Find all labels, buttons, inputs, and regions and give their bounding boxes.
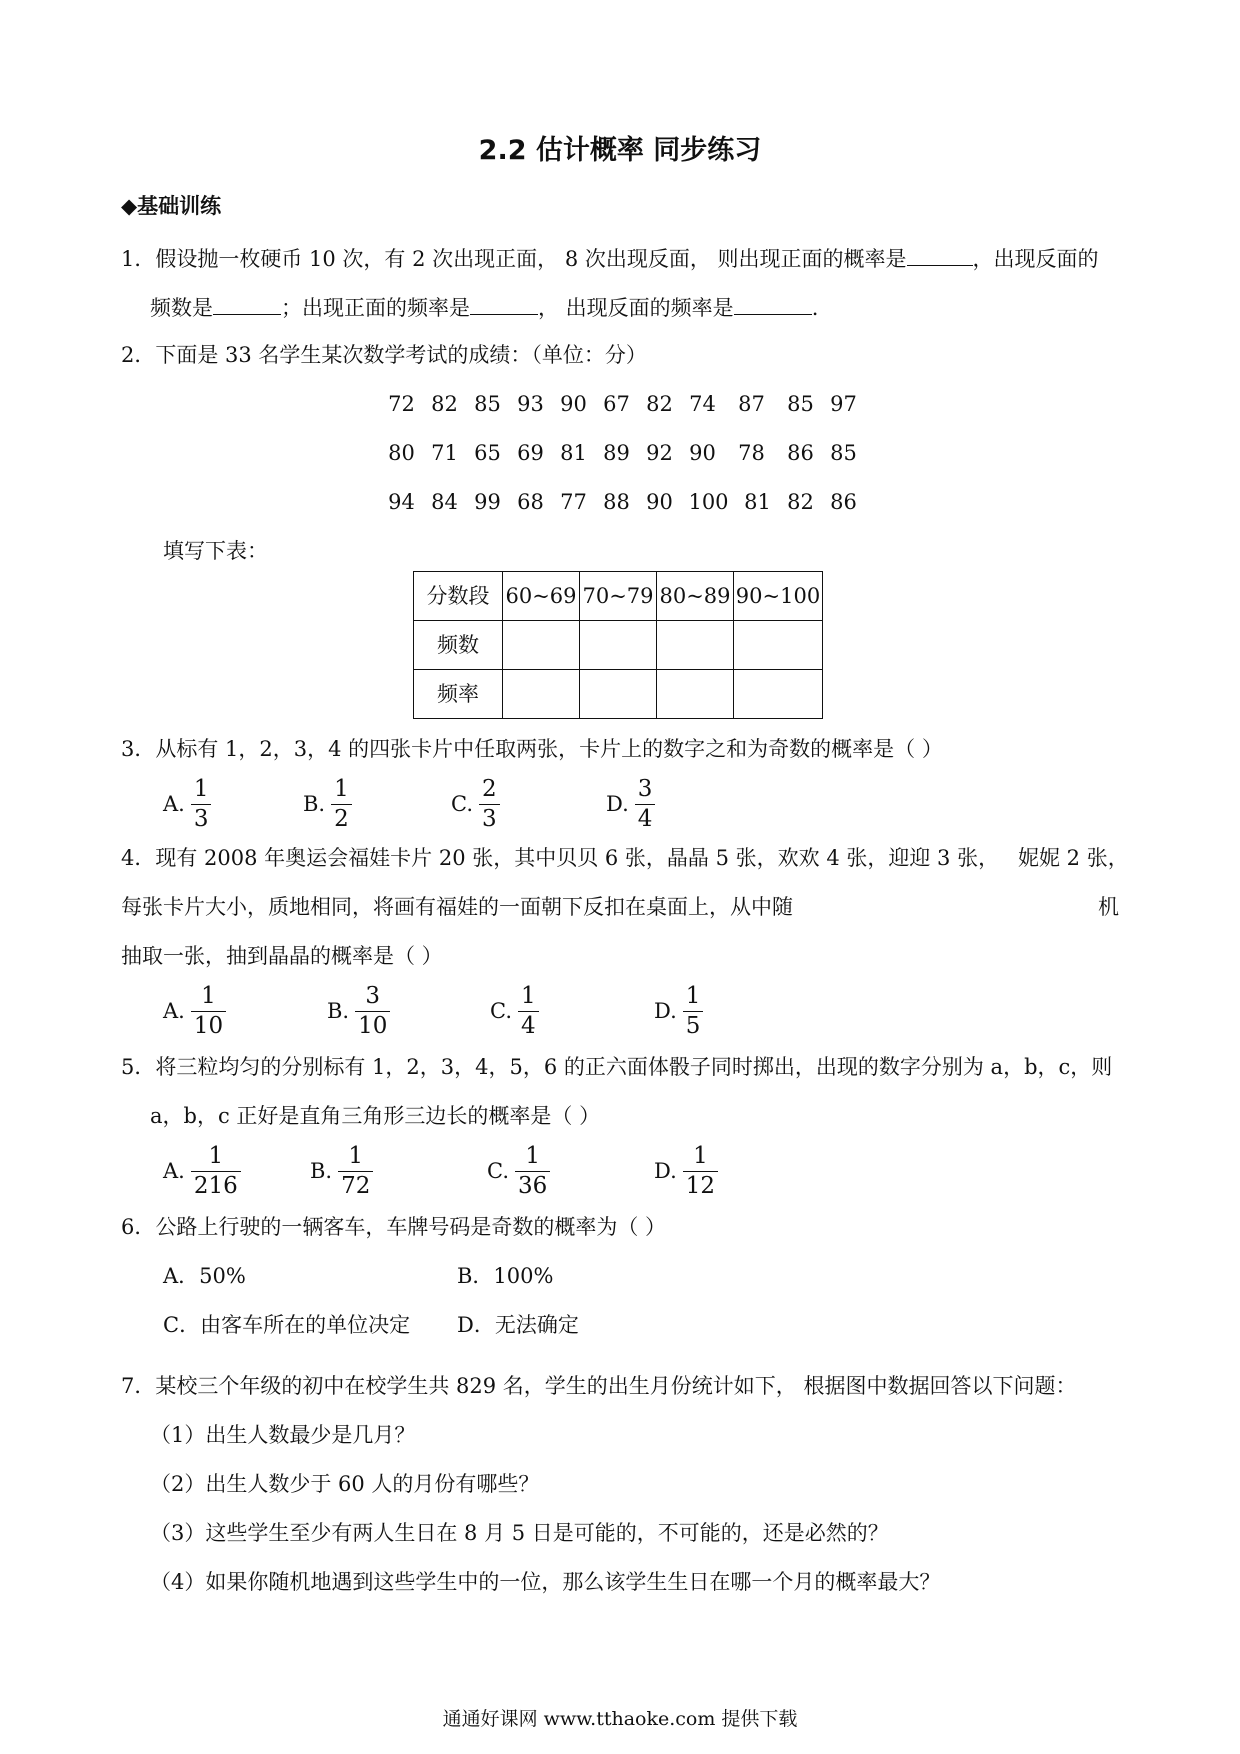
frequency-table <box>413 571 823 719</box>
score-cell: 93 <box>517 392 544 416</box>
table-row <box>414 670 823 719</box>
option-label: B. <box>310 1159 333 1183</box>
q1-text-tail: ，出现反面的 <box>972 247 1099 271</box>
score-cell: 82 <box>431 392 458 416</box>
score-cell: 67 <box>603 392 630 416</box>
q4-option-d[interactable] <box>654 985 703 1038</box>
score-cell: 77 <box>560 490 587 514</box>
q1-blank-1[interactable] <box>907 247 973 266</box>
fraction <box>338 1145 373 1198</box>
q1-text-a: 频数是 <box>150 296 213 320</box>
option-label: B. <box>303 792 326 816</box>
fraction <box>191 778 212 831</box>
scores-row-3 <box>380 492 865 513</box>
q4-option-a[interactable] <box>163 985 226 1038</box>
score-cell: 97 <box>830 392 857 416</box>
q1-blank-4[interactable] <box>734 296 812 315</box>
score-cell: 80 <box>388 441 415 465</box>
score-cell: 81 <box>560 441 587 465</box>
score-cell: 82 <box>787 490 814 514</box>
q3-option-b[interactable] <box>303 778 352 831</box>
denominator: 5 <box>685 1013 701 1039</box>
footer-text: 通通好课网 www.tthaoke.com 提供下载 <box>442 1708 798 1730</box>
fraction <box>191 985 226 1038</box>
table-header-cell: 80~89 <box>657 572 734 621</box>
denominator: 3 <box>482 806 497 832</box>
denominator: 36 <box>518 1173 548 1199</box>
fraction <box>683 1145 718 1198</box>
q1-blank-2[interactable] <box>213 296 281 315</box>
numerator: 1 <box>515 1145 550 1172</box>
score-cell: 82 <box>646 392 673 416</box>
score-cell: 86 <box>787 441 814 465</box>
option-label: C. <box>490 999 512 1023</box>
q1-text-d: . <box>811 296 819 320</box>
question-1-line-1 <box>121 247 1099 270</box>
denominator: 10 <box>358 1013 388 1039</box>
question-4-line-2-tail: 机 <box>1098 895 1119 919</box>
score-cell: 90 <box>689 441 716 465</box>
fill-table-instruction: 填写下表： <box>163 539 268 563</box>
numerator: 1 <box>191 1145 241 1172</box>
score-cell: 85 <box>830 441 857 465</box>
question-4-line-1-tail: 妮妮 2 张， <box>1018 846 1129 870</box>
q5-option-d[interactable] <box>654 1145 718 1198</box>
q1-text-c: ， 出现反面的频率是 <box>538 296 734 320</box>
score-cell: 78 <box>738 441 765 465</box>
table-header-row <box>414 572 823 621</box>
table-row-label: 频数 <box>414 621 503 670</box>
table-input-cell[interactable] <box>503 670 580 719</box>
table-input-cell[interactable] <box>734 621 823 670</box>
q5-option-a[interactable] <box>163 1145 241 1198</box>
table-row <box>414 621 823 670</box>
score-cell: 71 <box>431 441 458 465</box>
q6-option-d[interactable]: D．无法确定 <box>457 1313 579 1337</box>
question-5-line-1: 5．将三粒均匀的分别标有 1，2，3，4，5，6 的正六面体骰子同时掷出，出现的数字分别为 a，b，c，则 <box>121 1055 1113 1079</box>
table-input-cell[interactable] <box>580 621 657 670</box>
option-label: C. <box>451 792 473 816</box>
q7-sub-3: （3）这些学生至少有两人生日在 8 月 5 日是可能的，不可能的，还是必然的？ <box>150 1521 889 1545</box>
question-2: 2．下面是 33 名学生某次数学考试的成绩：（单位：分） <box>121 343 647 367</box>
q3-option-a[interactable] <box>163 778 211 831</box>
score-cell: 99 <box>474 490 501 514</box>
numerator: 1 <box>191 985 226 1012</box>
score-cell: 100 <box>688 490 729 514</box>
numerator: 1 <box>683 985 704 1012</box>
q5-option-b[interactable] <box>310 1145 373 1198</box>
question-4-line-3: 抽取一张，抽到晶晶的概率是（ ） <box>121 944 443 968</box>
numerator: 1 <box>191 778 212 805</box>
numerator: 3 <box>355 985 390 1012</box>
question-5-line-2: a，b，c 正好是直角三角形三边长的概率是（ ） <box>150 1104 601 1128</box>
score-cell: 74 <box>689 392 716 416</box>
denominator: 2 <box>334 806 349 832</box>
option-label: A. <box>163 792 185 816</box>
score-cell: 85 <box>474 392 501 416</box>
score-cell: 88 <box>603 490 630 514</box>
table-header-cell: 分数段 <box>414 572 503 621</box>
fraction <box>683 985 704 1038</box>
question-7: 7．某校三个年级的初中在校学生共 829 名，学生的出生月份统计如下， 根据图中数据回答以下问题： <box>121 1374 1077 1398</box>
q4-option-b[interactable] <box>327 985 390 1038</box>
q7-sub-1: （1）出生人数最少是几月？ <box>150 1423 416 1447</box>
option-label: B. <box>327 999 350 1023</box>
score-cell: 84 <box>431 490 458 514</box>
score-cell: 68 <box>517 490 544 514</box>
numerator: 1 <box>338 1145 373 1172</box>
table-header-cell: 60~69 <box>503 572 580 621</box>
option-label: C. <box>487 1159 509 1183</box>
q4-option-c[interactable] <box>490 985 539 1038</box>
fraction <box>635 778 656 831</box>
q3-option-c[interactable] <box>451 778 500 831</box>
table-header-cell: 90~100 <box>734 572 823 621</box>
option-label: D. <box>606 792 629 816</box>
numerator: 1 <box>683 1145 718 1172</box>
fraction <box>331 778 352 831</box>
denominator: 72 <box>341 1173 371 1199</box>
score-cell: 90 <box>646 490 673 514</box>
table-input-cell[interactable] <box>657 670 734 719</box>
denominator: 4 <box>637 806 653 832</box>
scores-row-1 <box>380 394 865 415</box>
option-label: A. <box>163 1159 185 1183</box>
q6-option-c[interactable]: C．由客车所在的单位决定 <box>163 1313 411 1337</box>
table-input-cell[interactable] <box>657 621 734 670</box>
score-cell: 87 <box>738 392 765 416</box>
question-4-line-2: 每张卡片大小，质地相同，将画有福娃的一面朝下反扣在桌面上，从中随 <box>121 895 793 919</box>
score-cell: 94 <box>388 490 415 514</box>
score-cell: 72 <box>388 392 415 416</box>
scores-row-2 <box>380 443 865 464</box>
section-heading: ◆基础训练 <box>121 194 222 218</box>
score-cell: 69 <box>517 441 544 465</box>
q3-option-d[interactable] <box>606 778 655 831</box>
numerator: 3 <box>635 778 656 805</box>
score-cell: 90 <box>560 392 587 416</box>
denominator: 3 <box>193 806 209 832</box>
q1-blank-3[interactable] <box>470 296 538 315</box>
question-4-line-1: 4．现有 2008 年奥运会福娃卡片 20 张，其中贝贝 6 张，晶晶 5 张，欢欢 4 张，迎迎 3 张， <box>121 846 1000 870</box>
table-input-cell[interactable] <box>734 670 823 719</box>
q6-option-a[interactable]: A．50% <box>163 1264 246 1288</box>
question-3: 3．从标有 1，2，3，4 的四张卡片中任取两张，卡片上的数字之和为奇数的概率是（ ） <box>121 737 943 761</box>
q6-option-b[interactable]: B．100% <box>457 1264 554 1288</box>
numerator: 1 <box>518 985 539 1012</box>
question-6: 6．公路上行驶的一辆客车，车牌号码是奇数的概率为（ ） <box>121 1215 667 1239</box>
denominator: 12 <box>685 1173 716 1199</box>
table-input-cell[interactable] <box>580 670 657 719</box>
option-label: D. <box>654 1159 677 1183</box>
score-cell: 65 <box>474 441 501 465</box>
table-header-cell: 70~79 <box>580 572 657 621</box>
option-label: A. <box>163 999 185 1023</box>
table-input-cell[interactable] <box>503 621 580 670</box>
q7-sub-4: （4）如果你随机地遇到这些学生中的一位，那么该学生生日在哪一个月的概率最大？ <box>150 1570 941 1594</box>
question-1-line-2 <box>150 296 818 319</box>
table-row-label: 频率 <box>414 670 503 719</box>
q1-text-b: ；出现正面的频率是 <box>281 296 470 320</box>
fraction <box>191 1145 241 1198</box>
denominator: 4 <box>521 1013 536 1039</box>
numerator: 1 <box>331 778 352 805</box>
score-cell: 85 <box>787 392 814 416</box>
fraction <box>355 985 390 1038</box>
q1-text: 1．假设抛一枚硬币 10 次，有 2 次出现正面， 8 次出现反面， 则出现正面的概率是 <box>121 247 907 271</box>
q7-sub-2: （2）出生人数少于 60 人的月份有哪些？ <box>150 1472 540 1496</box>
score-cell: 81 <box>744 490 771 514</box>
score-cell: 86 <box>830 490 857 514</box>
denominator: 10 <box>193 1013 224 1039</box>
page-title: 2.2 估计概率 同步练习 <box>478 135 762 166</box>
score-cell: 89 <box>603 441 630 465</box>
numerator: 2 <box>479 778 500 805</box>
fraction <box>479 778 500 831</box>
q5-option-c[interactable] <box>487 1145 550 1198</box>
option-label: D. <box>654 999 677 1023</box>
score-cell: 92 <box>646 441 673 465</box>
denominator: 216 <box>193 1173 238 1199</box>
fraction <box>515 1145 550 1198</box>
fraction <box>518 985 539 1038</box>
